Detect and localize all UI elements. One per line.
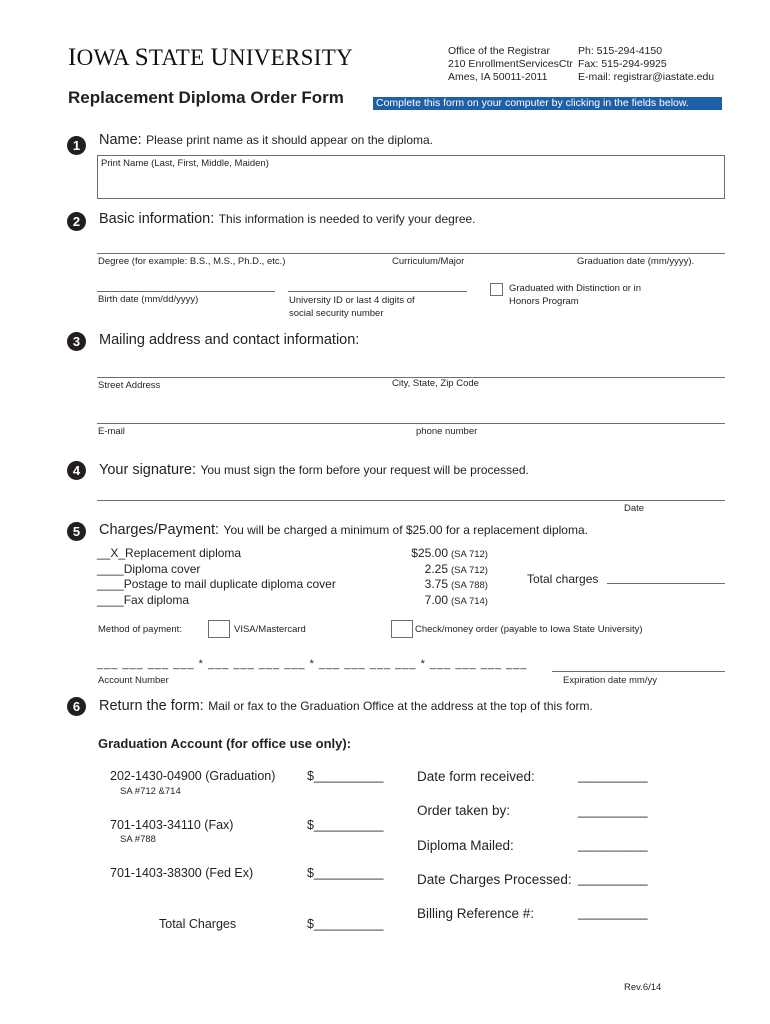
charge-item-fax[interactable]: ____Fax diploma [97, 592, 190, 607]
amount-fax-input[interactable]: $__________ [307, 818, 384, 832]
instruction-banner: Complete this form on your computer by clicking in the fields below. [373, 97, 722, 110]
account-fedex: 701-1403-38300 (Fed Ex) [110, 866, 254, 880]
section-number-6: 6 [67, 697, 86, 716]
section-number-3: 3 [67, 332, 86, 351]
expiration-label: Expiration date mm/yy [563, 675, 657, 686]
street-address-label: Street Address [98, 380, 161, 391]
registrar-contact: Ph: 515-294-4150 Fax: 515-294-9925 E-mail: registrar@iastate.edu [578, 45, 715, 83]
section-2-heading: Basic information: This information is needed to verify your degree. [99, 211, 476, 227]
section-1-heading: Name: Please print name as it should appear on the diploma. [99, 132, 434, 148]
check-money-order-label: Check/money order (payable to Iowa State University) [415, 624, 643, 635]
amount-fedex-input[interactable]: $__________ [307, 866, 384, 880]
email-phone-input[interactable] [97, 423, 725, 424]
section-3-heading: Mailing address and contact information: [99, 332, 360, 348]
registrar-address: Office of the Registrar 210 EnrollmentServicesCtr Ames, IA 50011-2011 [448, 45, 573, 83]
account-graduation: 202-1430-04900 (Graduation) [110, 769, 276, 783]
charges-item-list [97, 546, 336, 608]
check-money-order-checkbox[interactable] [391, 620, 413, 638]
account-graduation-sa: SA #712 &714 [120, 786, 181, 797]
birth-date-label: Birth date (mm/dd/yyyy) [98, 294, 199, 305]
billing-reference-label: Billing Reference #: [417, 906, 535, 921]
section-number-4: 4 [67, 461, 86, 480]
diploma-mailed-input[interactable]: __________ [578, 838, 648, 852]
charge-item-cover[interactable]: ____Diploma cover [97, 561, 201, 576]
section-6-heading: Return the form: Mail or fax to the Graduation Office at the address at the top of this form. [99, 698, 593, 714]
expiration-input[interactable] [552, 671, 725, 672]
degree-row-input[interactable] [97, 253, 725, 254]
city-state-zip-label: City, State, Zip Code [392, 378, 479, 389]
section-number-5: 5 [67, 522, 86, 541]
order-taken-input[interactable]: __________ [578, 804, 648, 818]
print-name-label: Print Name (Last, First, Middle, Maiden) [101, 158, 269, 169]
account-fax: 701-1403-34110 (Fax) [110, 818, 234, 832]
birth-date-input[interactable] [97, 291, 275, 292]
degree-label: Degree (for example: B.S., M.S., Ph.D., etc.) [98, 256, 286, 267]
visa-label: VISA/Mastercard [234, 624, 306, 635]
office-use-heading: Graduation Account (for office use only): [98, 736, 352, 751]
charges-processed-label: Date Charges Processed: [417, 872, 572, 887]
order-taken-label: Order taken by: [417, 803, 511, 818]
phone-label: phone number [416, 426, 478, 437]
signature-input[interactable] [97, 500, 725, 501]
account-number-label: Account Number [98, 675, 169, 686]
total-charges-input[interactable] [607, 583, 725, 584]
university-id-label: University ID or last 4 digits of social security number [289, 295, 415, 319]
charge-item-postage[interactable]: ____Postage to mail duplicate diploma cover [97, 577, 336, 591]
office-total-label: Total Charges [159, 917, 237, 931]
payment-method-label: Method of payment: [98, 624, 182, 635]
revision-label: Rev.6/14 [624, 982, 662, 993]
section-4-heading: Your signature: You must sign the form before your request will be processed. [99, 462, 529, 478]
billing-reference-input[interactable]: __________ [578, 906, 648, 920]
account-number-input[interactable]: ___ ___ ___ ___ * ___ ___ ___ ___ * ___ ___ ___ ___ * ___ ___ ___ ___ [97, 658, 528, 670]
charges-processed-input[interactable]: __________ [578, 872, 648, 886]
charge-item-replacement[interactable]: __X_Replacement diploma [97, 546, 242, 560]
email-label: E-mail [98, 426, 125, 437]
account-fax-sa: SA #788 [120, 834, 156, 845]
form-title: Replacement Diploma Order Form [68, 88, 344, 107]
university-id-input[interactable] [288, 291, 467, 292]
curriculum-label: Curriculum/Major [392, 256, 465, 267]
section-number-1: 1 [67, 136, 86, 155]
total-charges-label: Total charges [527, 572, 599, 586]
graduation-date-label: Graduation date (mm/yyyy). [577, 256, 695, 267]
amount-graduation-input[interactable]: $__________ [307, 769, 384, 783]
distinction-label: Graduated with Distinction or in Honors Program [509, 283, 642, 307]
charge-codes: (SA 712) (SA 712) (SA 788) (SA 714) [451, 549, 488, 607]
date-received-label: Date form received: [417, 769, 535, 784]
section-number-2: 2 [67, 212, 86, 231]
university-logo: IOWA STATE UNIVERSITY [68, 44, 353, 71]
distinction-checkbox[interactable] [490, 283, 503, 296]
charge-prices: $25.00 2.25 3.75 7.00 [411, 546, 448, 607]
print-name-input[interactable] [97, 155, 725, 199]
office-total-input[interactable]: $__________ [307, 917, 384, 931]
date-received-input[interactable]: __________ [578, 769, 648, 783]
section-5-heading: Charges/Payment: You will be charged a minimum of $25.00 for a replacement diploma. [99, 522, 588, 538]
visa-checkbox[interactable] [208, 620, 230, 638]
date-label: Date [624, 503, 645, 514]
diploma-mailed-label: Diploma Mailed: [417, 838, 514, 853]
